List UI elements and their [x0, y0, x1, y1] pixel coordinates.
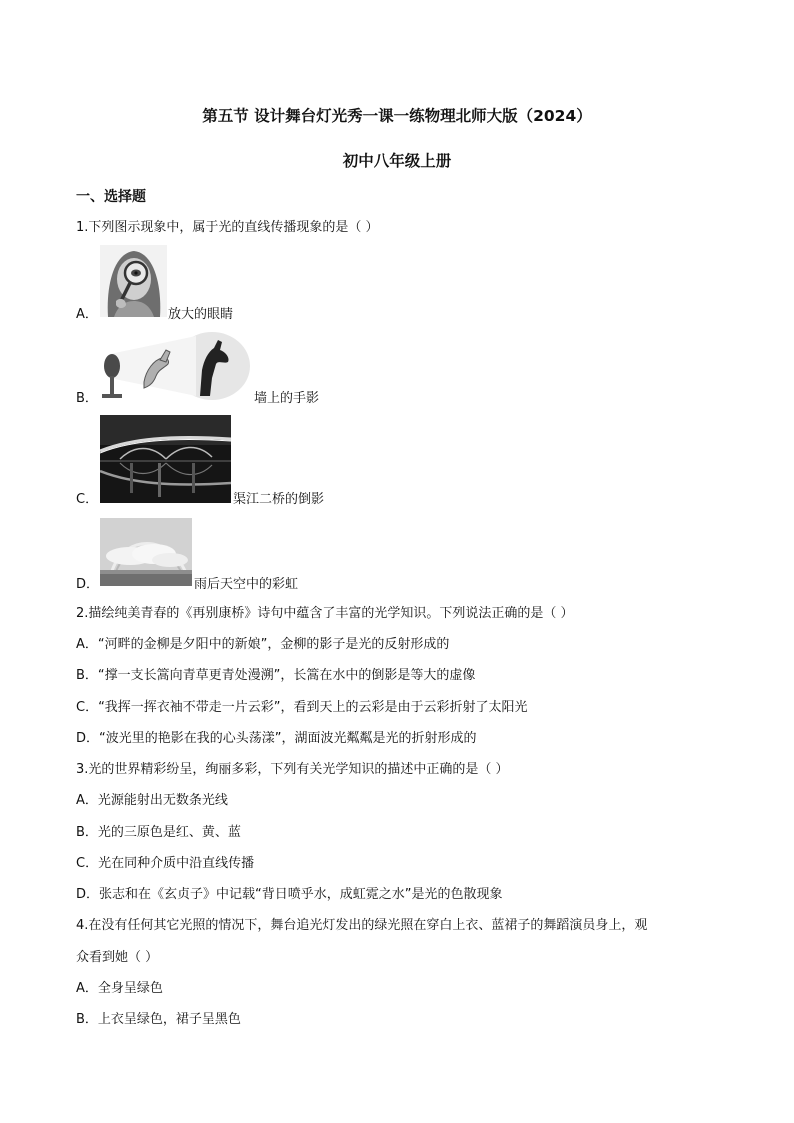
question-1-stem: 1.下列图示现象中，属于光的直线传播现象的是（ ）	[76, 220, 379, 235]
bridge-reflection-night-photo	[100, 415, 231, 503]
q3-option-d: D．张志和在《玄贞子》中记载“背日喷乎水，成虹霓之水”是光的色散现象	[76, 887, 503, 902]
q1-option-a-caption: 放大的眼睛	[168, 307, 234, 322]
q2-option-c: C．“我挥一挥衣袖不带走一片云彩”，看到天上的云彩是由于云彩折射了太阳光	[76, 700, 528, 715]
q4-option-b: B．上衣呈绿色，裙子呈黑色	[76, 1012, 241, 1027]
q1-option-b-letter: B．	[76, 391, 98, 406]
q1-option-a-letter: A．	[76, 307, 98, 322]
q1-option-b-caption: 墙上的手影	[254, 391, 320, 406]
q1-option-d-caption: 雨后天空中的彩虹	[194, 577, 299, 592]
question-3-stem: 3.光的世界精彩纷呈，绚丽多彩，下列有关光学知识的描述中正确的是（ ）	[76, 762, 509, 777]
hand-shadow-giraffe-illustration	[100, 330, 250, 402]
q2-option-d: D．“波光里的艳影在我的心头荡漾”，湖面波光粼粼是光的折射形成的	[76, 731, 477, 746]
q1-option-c-caption: 渠江二桥的倒影	[233, 492, 325, 507]
q3-option-b: B．光的三原色是红、黄、蓝	[76, 825, 241, 840]
section-heading: 一、选择题	[76, 189, 146, 205]
magnifying-glass-eye-photo	[100, 245, 167, 317]
q1-option-d-letter: D．	[76, 577, 100, 592]
document-subtitle: 初中八年级上册	[342, 152, 452, 170]
q3-option-c: C．光在同种介质中沿直线传播	[76, 856, 255, 871]
q3-option-a: A．光源能射出无数条光线	[76, 793, 228, 808]
question-2-stem: 2.描绘纯美青春的《再别康桥》诗句中蕴含了丰富的光学知识。下列说法正确的是（ ）	[76, 606, 574, 621]
q2-option-b: B．“撑一支长篙向青草更青处漫溯”，长篙在水中的倒影是等大的虚像	[76, 668, 476, 683]
rainbow-sky-photo	[100, 518, 192, 586]
question-4-stem-line-1: 4.在没有任何其它光照的情况下，舞台追光灯发出的绿光照在穿白上衣、蓝裙子的舞蹈演员身上，观	[76, 918, 648, 933]
question-4-stem-line-2: 众看到她（ ）	[76, 950, 159, 965]
q1-option-c-letter: C．	[76, 492, 99, 507]
q4-option-a: A．全身呈绿色	[76, 981, 163, 996]
q2-option-a: A．“河畔的金柳是夕阳中的新娘”，金柳的影子是光的反射形成的	[76, 637, 450, 652]
document-title: 第五节 设计舞台灯光秀一课一练物理北师大版（2024）	[202, 107, 592, 125]
